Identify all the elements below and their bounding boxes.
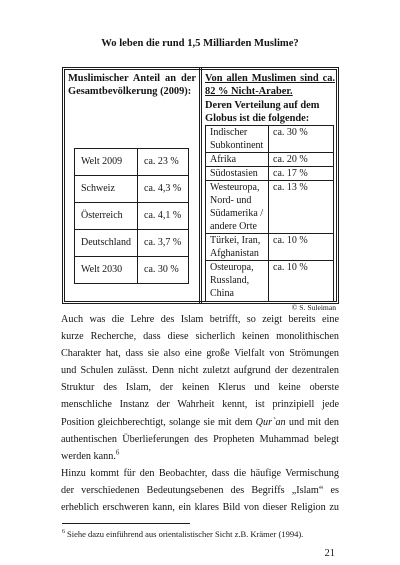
country-label: Welt 2030: [75, 257, 138, 284]
region-share: ca. 30 %: [269, 126, 334, 153]
italic-term: Qur`an: [255, 416, 286, 428]
text-line: Auch was die Lehre des Islam betrifft, so zeigt bereits eine: [61, 314, 339, 325]
text-line: und Schulen zulässt. Denn nicht zuletzt aufgrund der dezentralen: [61, 365, 339, 377]
footnote-ref: 6: [115, 448, 120, 457]
table-row: [206, 234, 334, 261]
page-title: Wo leben die rund 1,5 Milliarden Muslime?: [101, 38, 299, 49]
text-segment: Position gleichberechtigt, solange sie mit dem: [61, 416, 256, 428]
footnote-marker: 6: [62, 529, 65, 536]
table-row: [206, 181, 334, 234]
text-line: menschliche Instanz der Wahrheit kennt, ist prinzipiell jede: [61, 399, 339, 411]
region-label: Westeuropa, Nord- und Südamerika / andere Orte: [206, 181, 269, 234]
text-line: authentischen Überlieferungen des Propheten Muhammad belegt: [61, 433, 339, 445]
distribution-header: [205, 72, 335, 125]
distribution-header-text: Deren Verteilung auf dem Globus ist die folgende:: [205, 99, 320, 124]
share-value: ca. 4,1 %: [138, 203, 189, 230]
muslim-share-table: [74, 148, 189, 284]
footnote-text: Siehe dazu einführend aus orientalistischer Sicht z.B. Krämer (1994).: [67, 529, 304, 539]
column-divider: [199, 67, 202, 304]
table-row: [75, 257, 189, 284]
muslim-share-header: Muslimischer Anteil an der Gesamtbevölkerung (2009):: [68, 73, 196, 98]
table-row: [75, 149, 189, 176]
table-row: [75, 203, 189, 230]
table-row: [75, 230, 189, 257]
region-label: Afrika: [206, 153, 269, 167]
region-label: Osteuropa, Russland, China: [206, 261, 269, 302]
region-share: ca. 20 %: [269, 153, 334, 167]
distribution-table: [205, 125, 334, 302]
text-segment: und mit den: [285, 416, 339, 428]
distribution-header-underlined: Von allen Muslimen sind ca. 82 % Nicht-Araber.: [205, 73, 335, 98]
text-line: [61, 414, 339, 431]
region-share: ca. 17 %: [269, 167, 334, 181]
country-label: Welt 2009: [75, 149, 138, 176]
region-share: ca. 13 %: [269, 181, 334, 234]
share-value: ca. 23 %: [138, 149, 189, 176]
text-line: kurze Recherche, dass diese sicherlich keinen monolithischen: [61, 331, 339, 343]
table-row: [75, 176, 189, 203]
text-line: [61, 448, 339, 465]
region-share: ca. 10 %: [269, 234, 334, 261]
table-row: [206, 261, 334, 302]
region-label: Türkei, Iran, Afghanistan: [206, 234, 269, 261]
image-credit: © S. Suleiman: [291, 303, 336, 312]
region-label: Indischer Subkontinent: [206, 126, 269, 153]
text-segment: werden kann.: [61, 450, 116, 462]
share-value: ca. 3,7 %: [138, 230, 189, 257]
share-value: ca. 30 %: [138, 257, 189, 284]
table-row: [206, 126, 334, 153]
footnote-rule: [62, 523, 190, 524]
country-label: Österreich: [75, 203, 138, 230]
footnote: [62, 529, 362, 540]
text-line: Charakter hat, dass sie also eine große Vielfalt von Strömungen: [61, 348, 339, 360]
country-label: Deutschland: [75, 230, 138, 257]
table-row: [206, 153, 334, 167]
region-share: ca. 10 %: [269, 261, 334, 302]
text-line: erheblich erschweren kann, ein klares Bild von dieser Religion zu: [61, 502, 339, 514]
text-line: der verschiedenen Bedeutungsebenen des Begriffs „Islam“ es: [61, 484, 339, 496]
share-value: ca. 4,3 %: [138, 176, 189, 203]
region-label: Südostasien: [206, 167, 269, 181]
table-row: [206, 167, 334, 181]
page-number: 21: [324, 548, 335, 559]
body-text: [61, 311, 339, 516]
text-line: Struktur des Islam, der keinen Klerus und keine oberste: [61, 382, 339, 394]
text-line: Hinzu kommt für den Beobachter, dass die häufige Vermischung: [61, 467, 339, 479]
country-label: Schweiz: [75, 176, 138, 203]
